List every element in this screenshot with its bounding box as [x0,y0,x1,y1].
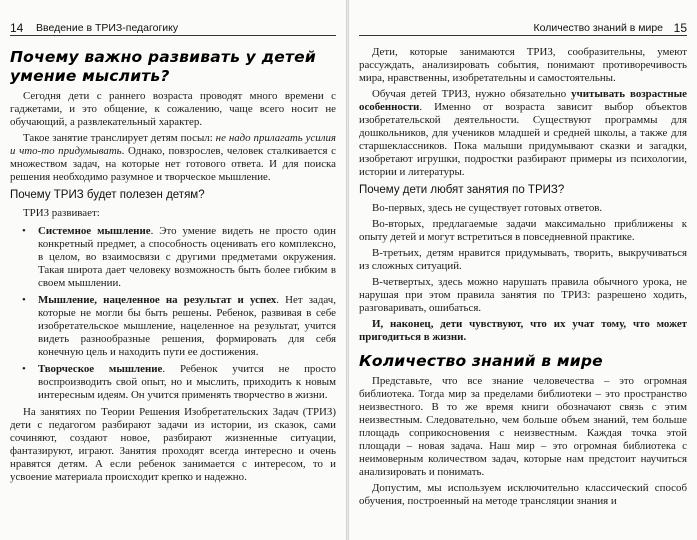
bold-text: И, наконец, дети чувствуют, что их учат тому, что может пригодиться в жизни. [359,318,687,343]
bullet-list [10,225,336,402]
bullet-term: Творческое мышление [38,363,163,375]
right-text-column [359,46,687,511]
right-running-head [359,19,687,39]
right-page-number: 15 [673,21,687,35]
paragraph-age-features [359,88,687,179]
reason-first: Во-первых, здесь не существует готовых ответов. [372,202,603,214]
bold-text: учитывать возрастные особенности [359,88,687,113]
emphasis-text: не надо прилагать усилия и что-то придумывать [10,132,336,157]
left-running-title: Введение в ТРИЗ-педагогику [36,22,179,34]
subheading-why-kids-love: Почему дети любят занятия по ТРИЗ? [359,184,565,196]
list-item [22,363,336,402]
subheading-why-triz-useful: Почему ТРИЗ будет полезен детям? [10,189,205,201]
paragraph-message [10,132,336,184]
reason-fourth: В-четвертых, здесь можно нарушать правила обычного урока, не нарушая при этом правила занятия по ТРИЗ: разрешено ходить, разговаривать, ошибаться. [359,276,687,314]
right-header-rule [359,35,687,36]
bullet-text: . Нет задач, которые не могли бы быть решены. Ребенок, развивая в себе изобретательское мышление, нацеленное на результат, учится видеть разнообразные решения, формировать для себя конечную цель и находить пути ее достижения. [38,294,336,358]
right-running-title: Количество знаний в мире [533,22,663,34]
text-span: . Именно от возраста зависит выбор объектов изобретательской деятельности. Существуют программы для дошкольников, для учеников младшей и средней школы, а также для старшеклассников. Пока малыши придумывают сказки и загадки, изобретают игрушки, подростки разбирают примеры из психологии, истории и литературы. [359,101,687,178]
paragraph-library: Представьте, что все знание человечества – это огромная библиотека. Тогда мир за пределами библиотеки – это пространство неизвестного. В то же время книги обозначают связь с этим неизвестным. Следовательно, чем больше объем знаний, тем больше площадь соприкосновения с неизвестным. Каждая точка этой площади – новая задача. Наш мир – это огромная библиотека с неимоверным количеством задач, которые нам предстоит научиться анализировать и понимать. [359,375,687,478]
list-item [22,225,336,290]
left-page-number: 14 [10,21,24,35]
reason-third: В-третьих, детям нравится придумывать, творить, выкручиваться из сложных ситуаций. [359,247,687,272]
paragraph-triz-kids: Дети, которые занимаются ТРИЗ, сообразительны, умеют рассуждать, анализировать события, понимают противоречивость мира, нравственны, изобретательны и самостоятельны. [359,46,687,84]
text-span: Обучая детей ТРИЗ, нужно обязательно [372,88,572,100]
bullet-marker: • [22,294,26,306]
list-item [22,294,336,359]
bullet-marker: • [22,225,26,237]
reason-final [359,318,687,344]
bullet-term: Системное мышление [38,225,151,237]
section-heading-knowledge: Количество знаний в мире [359,352,603,370]
text-span: . Однако, повзрослев, человек сталкивается с множеством задач, на которые нет готового ответа. И для поиска решения необходимо разумное и творческое мышление. [10,145,337,183]
right-page [349,0,697,540]
left-running-head [10,19,336,39]
reason-second: Во-вторых, предлагаемые задачи максимально приближены к опыту детей и могут встретиться в повседневной практике. [359,218,687,243]
bullet-text: . Это умение видеть не просто один конкретный предмет, а способность оценивать его комплексно, в целом, во взаимосвязи с другими предметами окружения. Такая широта дает человеку возможность быть более гибким в своем мышлении. [38,225,336,289]
left-header-rule [10,35,336,36]
left-page [0,0,346,540]
paragraph-triz-lessons: На занятиях по Теории Решения Изобретательских Задач (ТРИЗ) дети с педагогом разбирают задачи из истории, из сказок, сами сочиняют, создают новое, разбирают жизненные ситуации, фантазируют, играют. Занятия проходят всегда интересно и очень нравятся детям. А если ребенок занимается с интересом, то и усвоение материала происходит крепко и надежно. [10,406,336,483]
text-span: Такое занятие транслирует детям посыл: [23,132,216,144]
paragraph-triz-develops: ТРИЗ развивает: [23,207,100,219]
section-heading-why-think: Почему важно развивать у детей умение мыслить? [10,48,316,85]
paragraph-gadgets: Сегодня дети с раннего возраста проводят много времени с гаджетами, и это общение, к сожалению, чаще всего носит не обучающий, а развлекательный характер. [10,90,336,128]
bullet-text: . Ребенок учится не просто воспроизводить свой опыт, но и мыслить, приходить к новым интересным идеям. Он учится применять творчество в жизни. [38,363,336,401]
bullet-marker: • [22,363,26,375]
left-text-column [10,46,336,487]
paragraph-classic-method: Допустим, мы используем исключительно классический способ обучения, построенный на методе трансляции знания и [359,482,687,507]
bullet-term: Мышление, нацеленное на результат и успех [38,294,277,306]
